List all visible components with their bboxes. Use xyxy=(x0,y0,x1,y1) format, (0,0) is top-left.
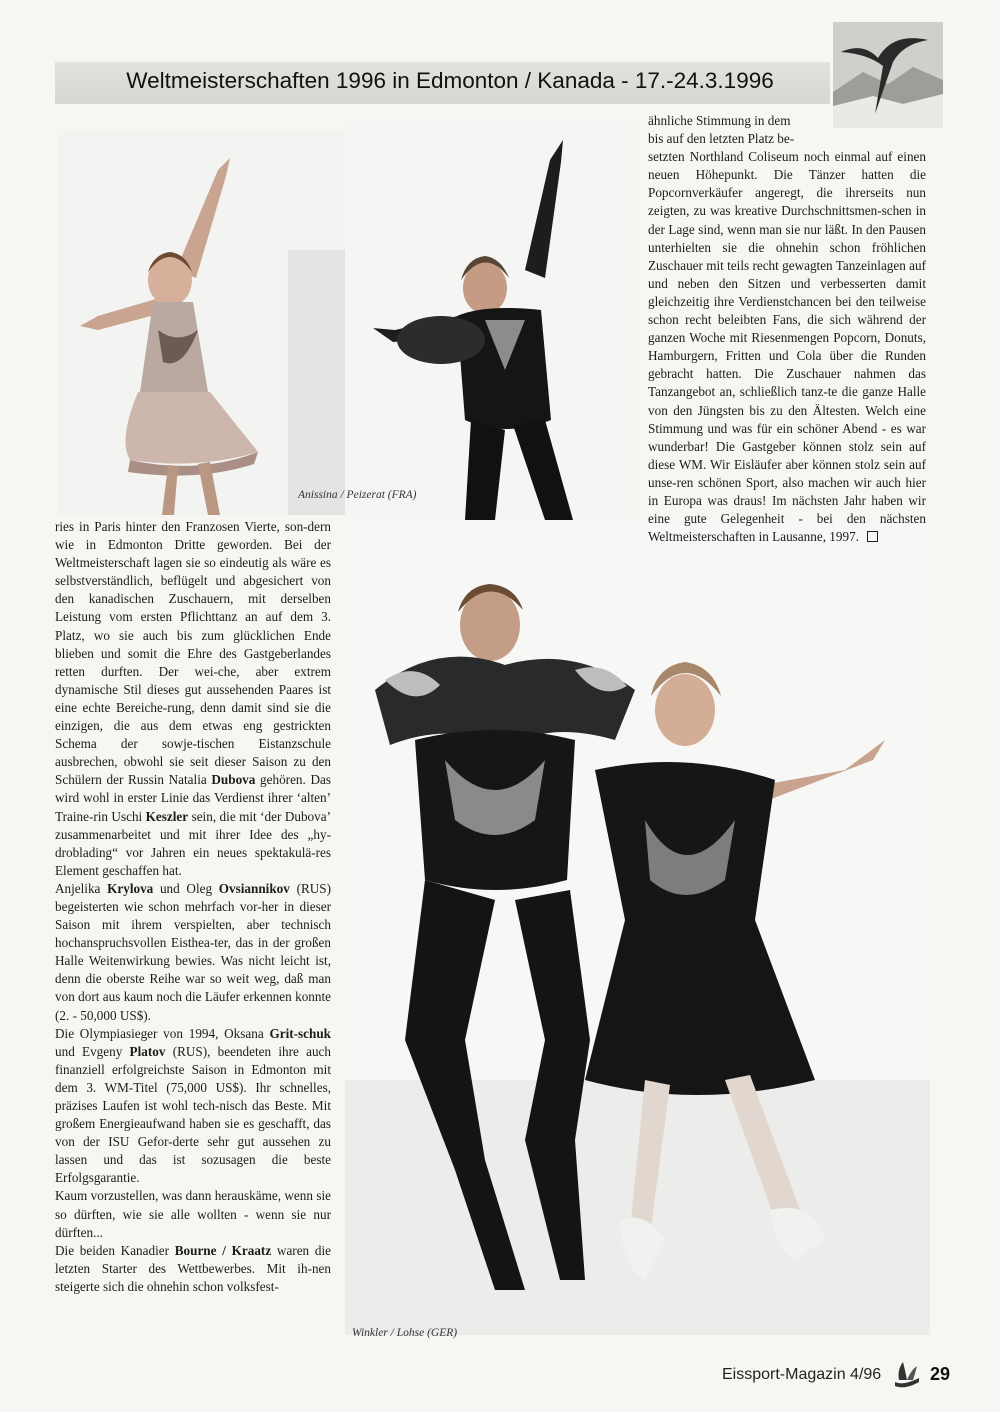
paragraph-right: setzten Northland Coliseum noch einmal auf einen neuen Höhepunkt. Die Tänzer hatten die Popcornverkäufer angeregt, die ihrerseits nun zeigten, zu was kreative Durchschnittsmen-schen in der Lage sind, wenn man sie nur läßt. In den Pausen unterhielten sie die ohnehin schon fröhlichen Zuschauer mit teils recht gewagten Tanzeinlagen auf und neben den Sitzen und verbesserten damit gleichzeitig ihre Verdienstchancen bei den teilweise schon recht beleibten Fans, die sich während der ganzen Woche mit Riesenmengen Popcorn, Donuts, Hamburgern, Fritten und Cola über die Runden gebracht hatten. Die Zuschauer nahmen das Tanzangebot an, schließlich tanz-te die ganze Halle von den Jüngsten bis zu den Ältesten. Welch eine Stimmung und was für ein schöner Abend - es war wunderbar! Die Gastgeber können stolz sein auf diese WM. Wir Eisläufer aber können stolz sein auf unse-ren schönen Sport, also machen wir auch hier in Europa was draus! Im nächsten Jahr haben wir eine gute Gelegenheit - bei den nächsten Weltmeisterschaften in Lausanne, 1997. xyxy=(648,149,926,545)
photo-winkler-lohse xyxy=(345,520,930,1335)
photo-caption-winkler-lohse: Winkler / Lohse (GER) xyxy=(352,1327,458,1339)
name-ovsiannikov: Ovsiannikov xyxy=(218,880,290,896)
article-column-left xyxy=(55,518,331,1296)
paragraph-3: Die Olympiasieger von 1994, Oksana Grit-schuk und Evgeny Platov (RUS), beendeten ihre auch finanziell erfolgreichste Saison in Edmonton mit dem 3. WM-Titel (75,000 US$). Ihr schnelles, präzises Laufen ist wohl tech-nisch das Beste. Mit großem Energieaufwand haben sie es geschafft, das von der ISU Gefor-derte sehr gut aussehen zu lassen und das ist sozusagen die beste Erfolgsgarantie. xyxy=(55,1025,331,1186)
photo-peizerat xyxy=(345,120,635,520)
photo-caption-anissina: Anissina / Peizerat (FRA) xyxy=(298,489,417,501)
bleed-through-headline xyxy=(0,155,8,222)
article-column-right xyxy=(648,112,926,546)
name-keszler: Keszler xyxy=(145,808,189,824)
page-number: 29 xyxy=(930,1364,951,1384)
paragraph-4: Kaum vorzustellen, was dann herauskäme, wenn sie so dürften, wie sie alle wollten - wenn sie nur dürften... xyxy=(55,1188,331,1240)
paragraph-5: Die beiden Kanadier Bourne / Kraatz waren die letzten Starter des Wettbewerbes. Mit ih-nen steigerte sich die ohnehin schon volksfest- xyxy=(55,1242,331,1294)
footer-magazine-name: Eissport-Magazin 4/96 xyxy=(722,1366,882,1383)
skater-logo-icon xyxy=(893,1360,921,1390)
name-gritschuk: Grit-schuk xyxy=(269,1025,331,1041)
paragraph-2: Anjelika Krylova und Oleg Ovsiannikov (RUS) begeisterten wie schon mehrfach vor-her in dieser Saison mit ihrem verspielten, aber technisch hochanspruchsvollen Eisthea-ter, das in der großen Halle Weitenwirkung bewies. Was nicht leicht ist, denn die oberste Reihe war so weit weg, daß man von dort aus kaum noch die Läufer erkennen konnte (2. - 50,000 US$). xyxy=(55,880,332,1023)
page-header-title: Weltmeisterschaften 1996 in Edmonton / Kanada - 17.-24.3.1996 xyxy=(126,68,774,93)
paragraph-1: ries in Paris hinter den Franzosen Vierte, son-dern wie in Edmonton Dritte geworden. Bei der Weltmeisterschaft lagen sie so eindeutig als wäre es selbstverständlich, beflügelt und abgesichert von den kanadischen Zuschauern, mit derselben Leistung vom ersten Pflichttanz an auf dem 3. Platz, wo sie auch bis zum glücklichen Ende blieben und somit die Ehre des Gastgeberlandes retten durften. Der wei-che, aber extrem dynamische Stil dieses gut aussehenden Paares ist eine echte Bereiche-rung, denn damit sind sie die einzigen, die aus dem etwas eng gestrickten Schema der sowje-tischen Eistanzschule ausbrechen, obwohl sie seit dieser Saison zu den Schülern der Russin Natalia Dubova gehören. Das wird wohl in erster Linie das Verdienst ihrer ‘alten’ Traine-rin Uschi Keszler sein, die mit ‘der Dubova’ zusammenarbeitet und mit ihrer Idee des „hy-droblading“ vor Jahren ein neues spektakulä-res Element geschaffen hat. xyxy=(55,519,331,878)
name-dubova: Dubova xyxy=(211,772,256,788)
name-platov: Platov xyxy=(129,1043,166,1059)
name-bourne-kraatz: Bourne / Kraatz xyxy=(174,1242,272,1258)
right-line-2: bis auf den letzten Platz be- xyxy=(648,131,795,147)
end-of-article-mark-icon xyxy=(867,531,878,542)
right-line-1: ähnliche Stimmung in dem xyxy=(648,113,791,128)
name-krylova: Krylova xyxy=(107,880,154,896)
